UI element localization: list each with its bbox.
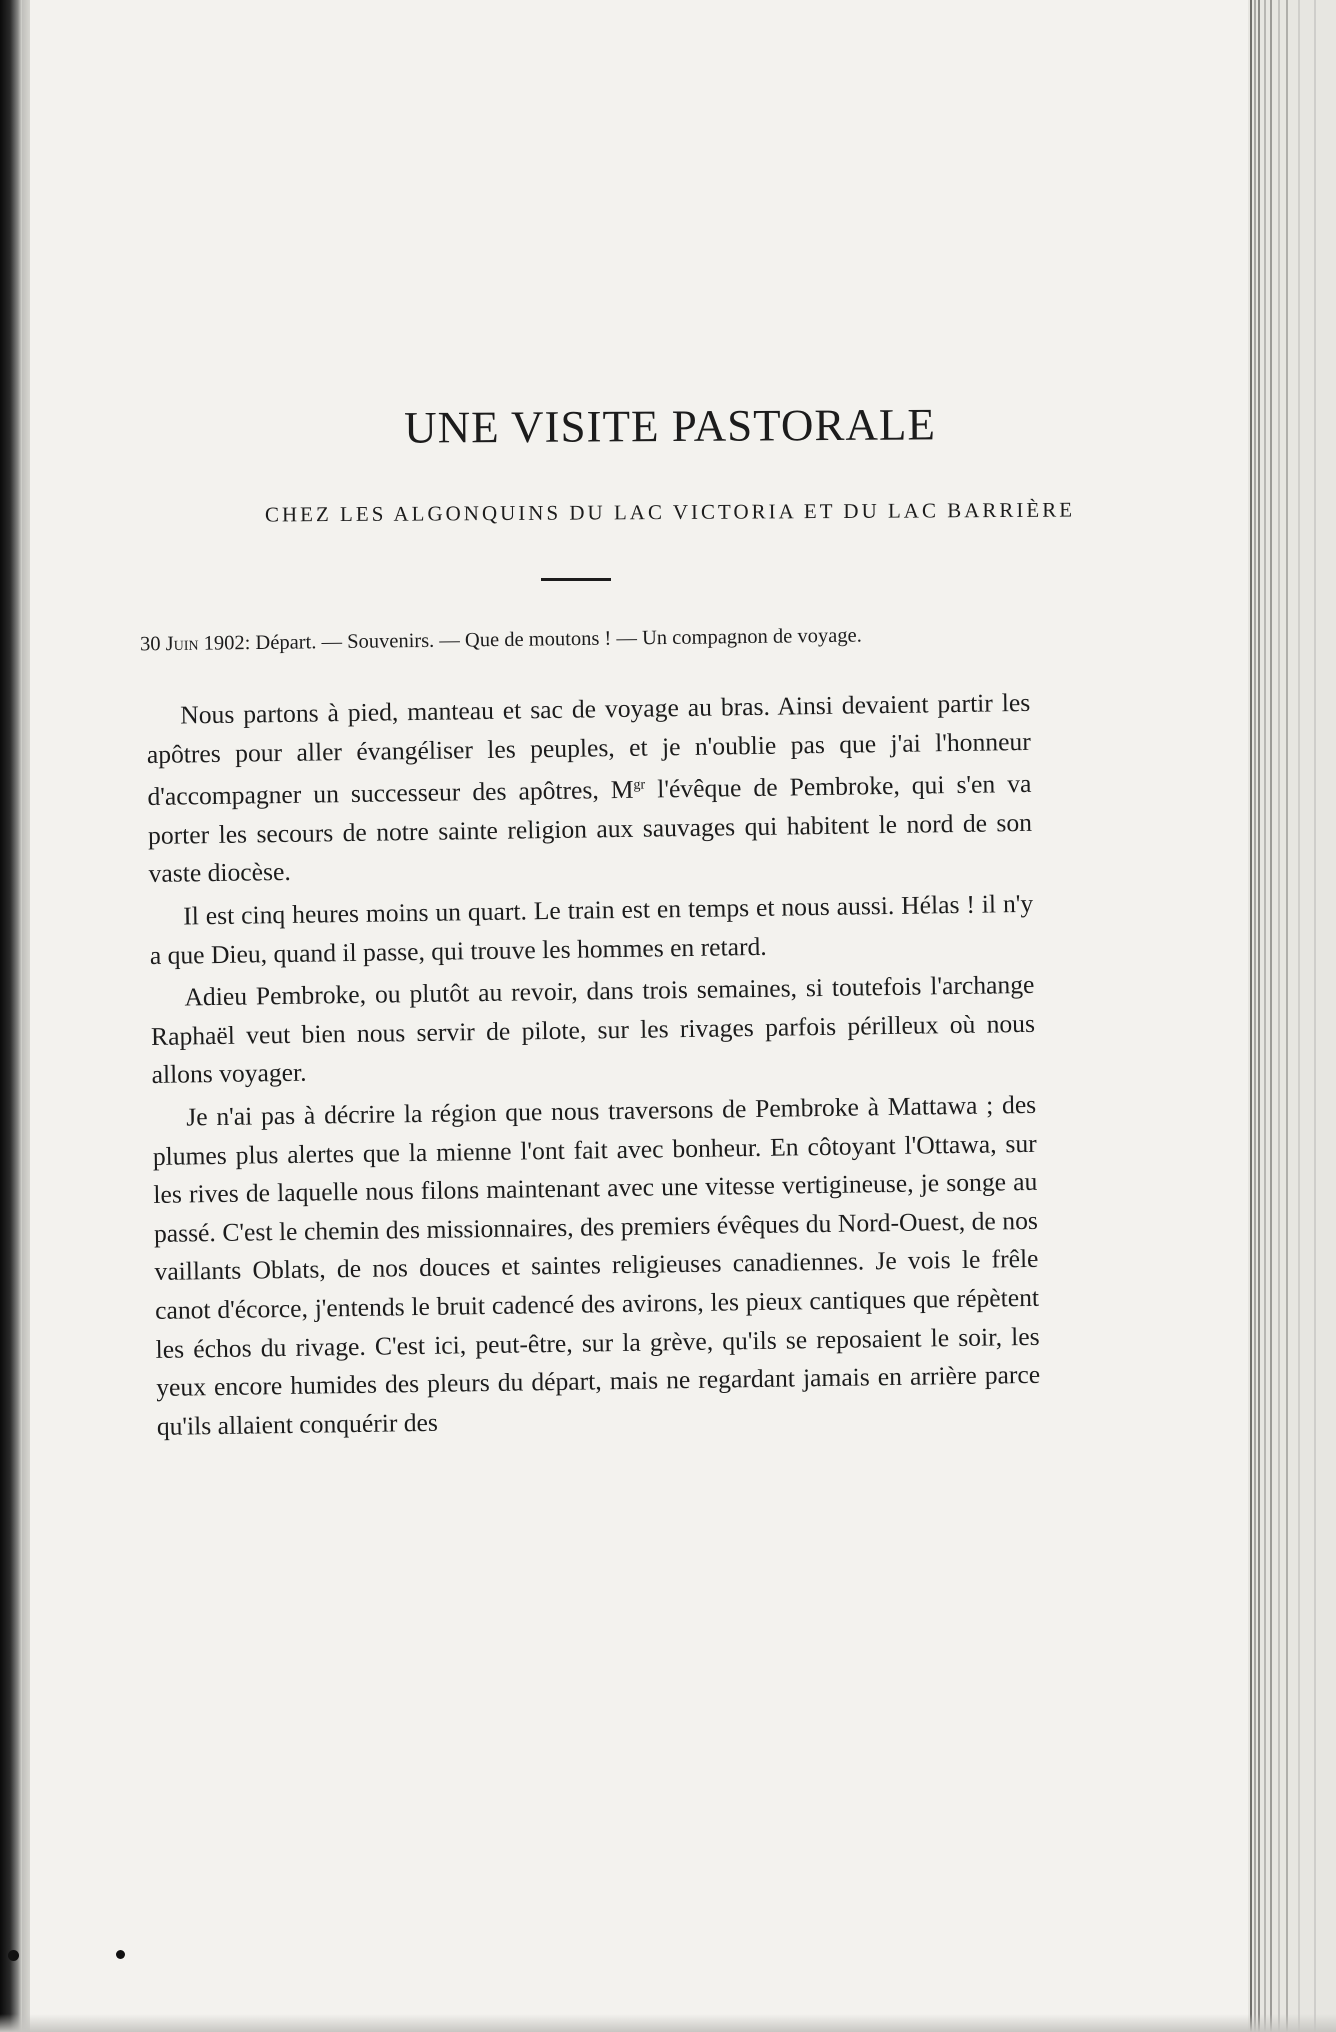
paragraph-text: Nous partons à pied, manteau et sac de voyage au bras. Ainsi devaient partir les apôtres pour aller évangéliser les peuples, et je n'oublie pas que j'ai l'honneur d'accompagner un successeur des apôtres, M (146, 687, 1031, 812)
page-edge-line (1278, 0, 1280, 2032)
page-stack-edges (1248, 0, 1336, 2032)
page-edge-line (1270, 0, 1272, 2032)
paragraph (146, 684, 1033, 894)
paragraph: Adieu Pembroke, ou plutôt au revoir, dans trois semaines, si toutefois l'archange Raphaël veut bien nous servir de pilote, sur les rivages parfois périlleux où nous allons voyager. (150, 970, 1036, 1090)
page-edge-line (1286, 0, 1288, 2032)
paragraph: Il est cinq heures moins un quart. Le train est en temps et nous aussi. Hélas ! il n'y a que Dieu, quand il passe, qui trouve les hommes en retard. (149, 888, 1034, 970)
binding-hole-mark (116, 1950, 125, 1959)
scan-bottom-edge (0, 2014, 1336, 2032)
superscript-abbreviation: gr (633, 777, 646, 793)
body-text (146, 684, 1041, 1450)
paragraph: Je n'ai pas à décrire la région que nous traversons de Pembroke à Mattawa ; des plumes plus alertes que la mienne l'ont fait avec bonheur. En côtoyant l'Ottawa, sur les rives de laquelle nous filons maintenant avec une vitesse vertigineuse, je songe au passé. C'est le chemin des missionnaires, des premiers évêques du Nord-Ouest, de nos vaillants Oblats, de nos douces et saintes religieuses canadiennes. Je vois le frêle canot d'écorce, j'entends le bruit cadencé des avirons, les pieux cantiques que répètent les échos du rivage. C'est ici, peut-être, sur la grève, qu'ils se reposaient le soir, les yeux encore humides des pleurs du départ, mais ne regardant jamais en arrière parce qu'ils allaient conquérir des (152, 1089, 1041, 1441)
summary-date-day: 30 (139, 633, 161, 656)
chapter-subtitle: CHEZ LES ALGONQUINS DU LAC VICTORIA ET DU LAC BARRIÈRE (264, 497, 1076, 527)
scan-left-edge (0, 0, 22, 2032)
page-edge-line (1314, 0, 1316, 2032)
title-divider-rule (541, 578, 611, 581)
paragraph-text: l'évêque de Pembroke, qui s'en va porter les secours de notre sainte religion aux sauvages qui habitent le nord de son vaste diocèse. (147, 769, 1033, 889)
page-edge-line (1264, 0, 1266, 2032)
page-edge-line (1298, 0, 1300, 2032)
chapter-title: UNE VISITE PASTORALE (403, 399, 937, 453)
summary-text: Départ. — Souvenirs. — Que de moutons ! — Un compagnon de voyage. (255, 624, 862, 655)
page-edge-line (1258, 0, 1260, 2032)
summary-date-year: 1902 (203, 632, 245, 655)
page-edge-line (1250, 0, 1252, 2032)
summary-separator: : (244, 632, 251, 655)
page-edge-line (1254, 0, 1256, 2032)
summary-date-month: Juin (165, 632, 199, 656)
binding-hole-mark (8, 1950, 19, 1961)
